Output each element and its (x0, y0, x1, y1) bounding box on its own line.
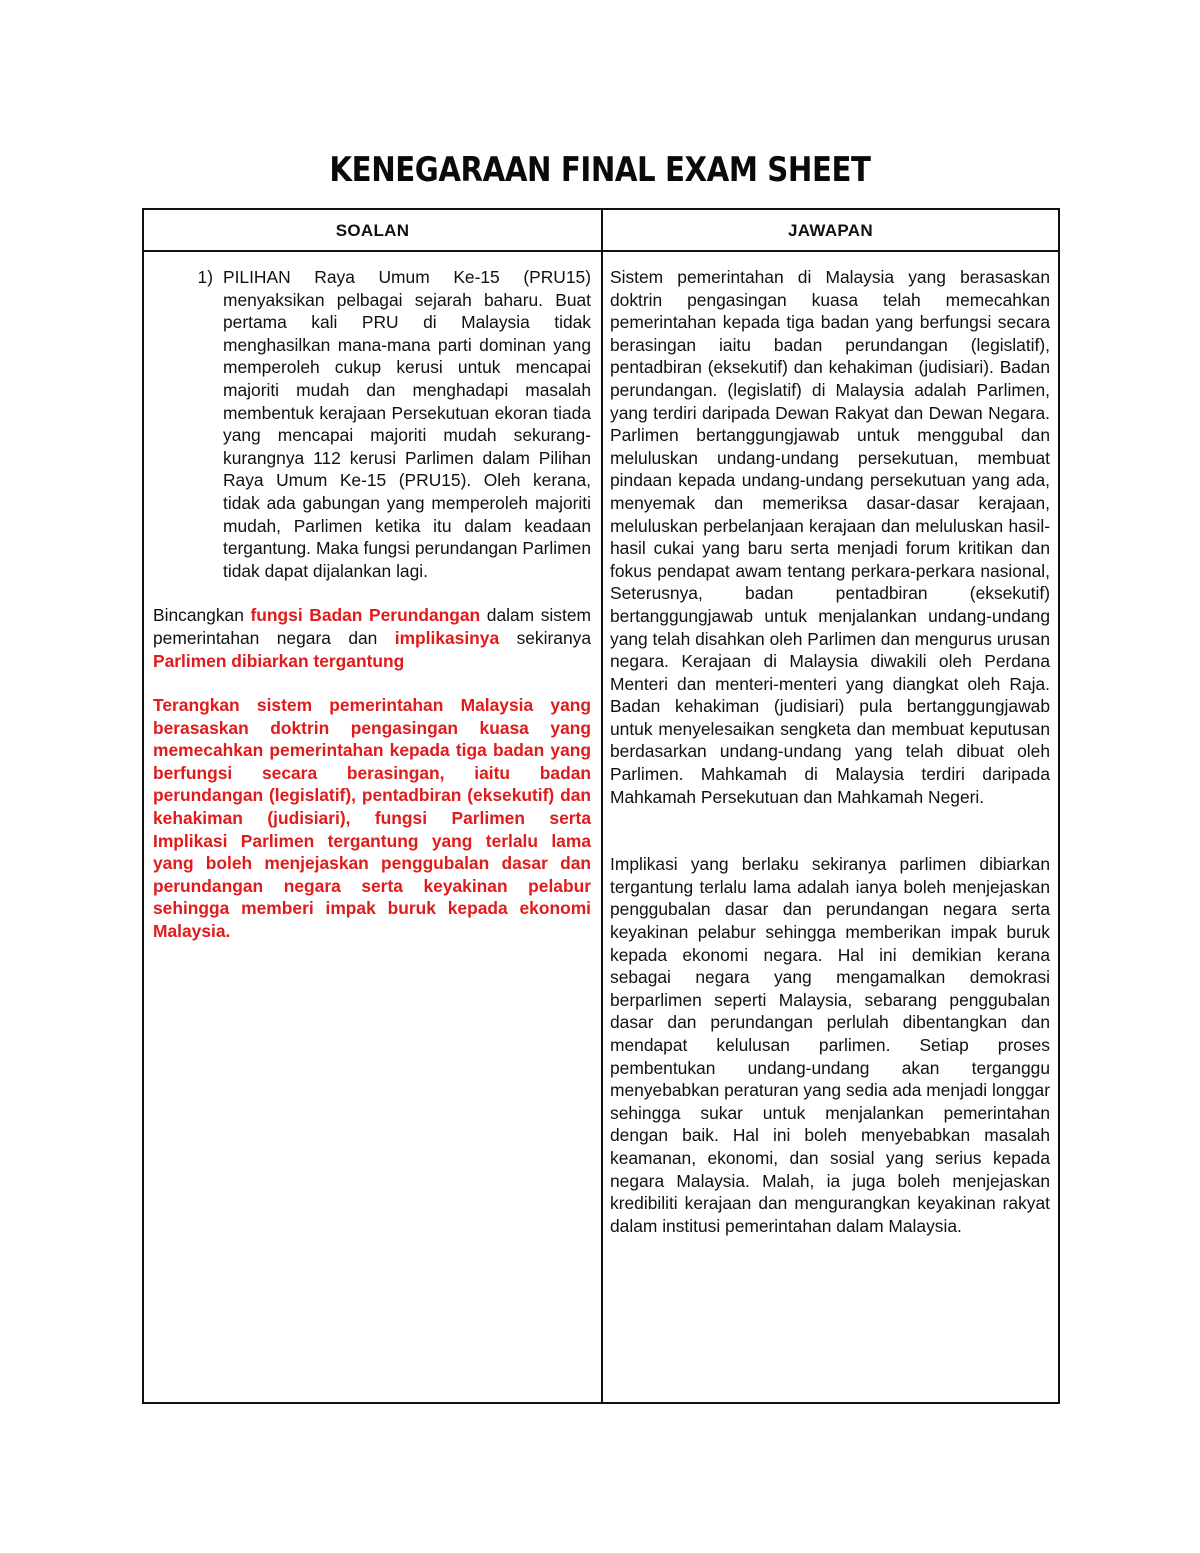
instruction-highlight-3: Parlimen dibiarkan tergantung (153, 650, 405, 671)
instruction-part-1: Bincangkan (153, 605, 251, 626)
instruction-highlight-1: fungsi Badan Perundangan (250, 605, 481, 626)
column-header-answer: JAWAPAN (788, 221, 873, 240)
column-header-question: SOALAN (335, 221, 410, 240)
question-item (153, 266, 591, 582)
exam-table (142, 208, 1060, 1404)
page-title: KENEGARAAN FINAL EXAM SHEET (329, 150, 871, 190)
question-cell (153, 266, 591, 943)
instruction-part-3: sekiranya (499, 627, 591, 648)
question-text: PILIHAN Raya Umum Ke-15 (PRU15) menyaksikan pelbagai sejarah baharu. Buat pertama kali PRU di Malaysia tidak menghasilkan mana-mana parti dominan yang memperoleh cukup kerusi untuk mencapai majoriti mudah dan menghadapi masalah membentuk kerajaan Persekutuan ekoran tiada yang mencapai majoriti mudah sekurang-kurangnya 112 kerusi Parlimen dalam Pilihan Raya Umum Ke-15 (PRU15). Oleh kerana, tidak ada gabungan yang memperoleh majoriti mudah, Parlimen ketika itu dalam keadaan tergantung. Maka fungsi perundangan Parlimen tidak dapat dijalankan lagi. (223, 267, 591, 581)
column-divider (601, 210, 603, 1402)
answer-paragraph-1: Sistem pemerintahan di Malaysia yang berasaskan doktrin pengasingan kuasa telah memecahkan pemerintahan kepada tiga badan yang berfungsi secara berasingan iaitu badan perundangan (legislatif), pentadbiran (eksekutif) dan kehakiman (judisiari). Badan perundangan. (legislatif) di Malaysia adalah Parlimen, yang terdiri daripada Dewan Rakyat dan Dewan Negara. Parlimen bertanggungjawab untuk menggubal dan meluluskan undang-undang persekutuan, membuat pindaan kepada undang-undang persekutuan yang ada, menyemak dan memeriksa dasar-dasar kerajaan, meluluskan perbelanjaan kerajaan dan meluluskan hasil-hasil cukai yang baru serta menjadi forum kritikan dan fokus pendapat awam tentang perkara-perkara nasional, Seterusnya, badan pentadbiran (eksekutif) bertanggungjawab untuk menjalankan undang-undang yang telah disahkan oleh Parlimen dan mengurus urusan negara. Kerajaan di Malaysia diwakili oleh Perdana Menteri dan menteri-menteri yang diangkat oleh Raja. Badan kehakiman (judisiari) pula bertanggungjawab untuk menyelesaikan sengketa dan membuat keputusan berdasarkan undang-undang yang telah dibuat oleh Parlimen. Mahkamah di Malaysia terdiri daripada Mahkamah Persekutuan dan Mahkamah Negeri. (610, 267, 1050, 807)
answer-paragraph-2: Implikasi yang berlaku sekiranya parlimen dibiarkan tergantung terlalu lama adalah ianya boleh menjejaskan penggubalan dasar dan perundangan negara serta keyakinan pelabur sehingga memberikan impak buruk kepada ekonomi negara. Hal ini demikian kerana sebagai negara yang mengamalkan demokrasi berparlimen seperti Malaysia, sebarang penggubalan dasar dan perundangan perlulah dibentangkan dan mendapat kelulusan parlimen. Setiap proses pembentukan undang-undang akan terganggu menyebabkan peraturan yang sedia ada menjadi longgar sehingga sukar untuk menjalankan pemerintahan dengan baik. Hal ini boleh menyebabkan masalah keamanan, ekonomi, dan sosial yang serius kepada negara Malaysia. Malah, ia juga boleh menjejaskan kredibiliti kerajaan dan mengurangkan keyakinan rakyat dalam institusi pemerintahan dalam Malaysia. (610, 854, 1050, 1236)
instruction-highlight-2: implikasinya (394, 627, 500, 648)
question-number: 1) (197, 267, 213, 287)
instruction-part-2: dalam sistem pemerintahan negara dan (153, 605, 591, 648)
question-instruction (153, 604, 591, 672)
question-explanation: Terangkan sistem pemerintahan Malaysia yang berasaskan doktrin pengasingan kuasa yang memecahkan pemerintahan kepada tiga badan yang berfungsi secara berasingan, iaitu badan perundangan (legislatif), pentadbiran (eksekutif) dan kehakiman (judisiari), fungsi Parlimen serta Implikasi Parlimen tergantung yang terlalu lama yang boleh menjejaskan penggubalan dasar dan perundangan negara serta keyakinan pelabur sehingga memberi impak buruk kepada ekonomi Malaysia. (153, 695, 591, 942)
answer-cell (610, 266, 1050, 1237)
